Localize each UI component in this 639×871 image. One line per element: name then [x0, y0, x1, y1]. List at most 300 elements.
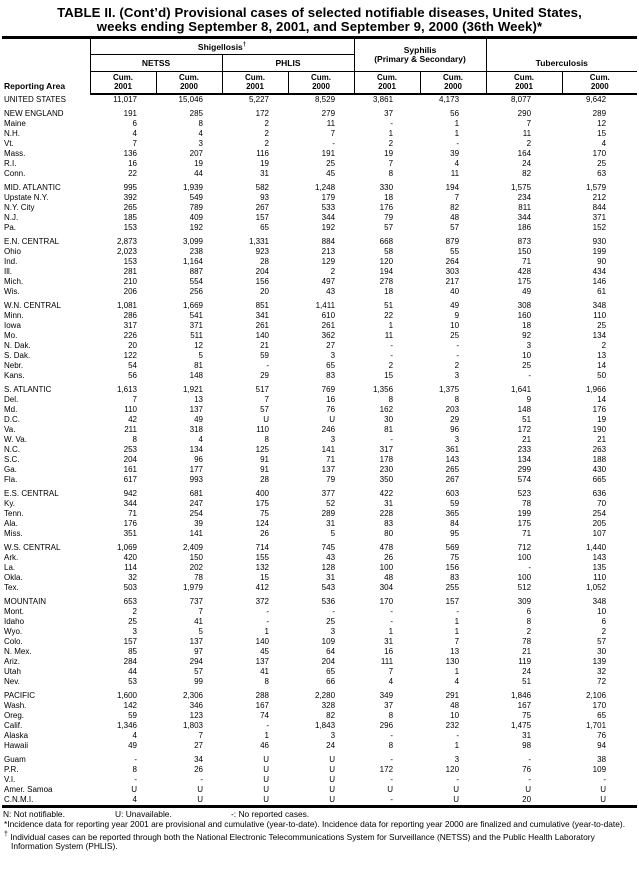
value-cell: 120 [445, 765, 460, 774]
value-cell: 29 [260, 371, 269, 380]
value-cell: 569 [445, 543, 460, 552]
value-cell: 150 [189, 553, 203, 562]
value-cell: 1,411 [315, 301, 336, 310]
cum-label: Cum. [311, 73, 332, 82]
value-cell: U [525, 785, 532, 794]
value-cell: 737 [189, 597, 203, 606]
value-cell: 80 [384, 529, 394, 538]
table-row [2, 213, 637, 223]
value-cell: 132 [255, 563, 269, 572]
value-cell: 161 [123, 465, 137, 474]
value-cell: 65 [326, 667, 336, 676]
value-cell: 16 [384, 647, 394, 656]
table-row [2, 371, 637, 381]
value-cell: 1,248 [315, 183, 336, 192]
value-cell: 309 [517, 597, 532, 606]
value-cell: 194 [379, 267, 394, 276]
value-cell: 517 [255, 385, 269, 394]
value-cell: - [332, 139, 336, 148]
value-cell: 48 [450, 213, 460, 222]
reporting-area-cell: Mass. [4, 149, 26, 158]
value-cell: 290 [517, 109, 532, 118]
value-cell: - [456, 341, 460, 350]
value-cell: 286 [123, 311, 137, 320]
value-cell: 291 [445, 691, 460, 700]
value-cell: 199 [517, 509, 532, 518]
value-cell: 176 [379, 203, 394, 212]
value-cell: U [387, 785, 394, 794]
reporting-area-cell: Ill. [4, 267, 12, 276]
value-cell: 434 [592, 267, 607, 276]
value-cell: 1,579 [586, 183, 607, 192]
value-cell: 5 [330, 529, 336, 538]
value-cell: 96 [450, 425, 460, 434]
value-cell: 110 [256, 425, 269, 434]
value-cell: 653 [123, 597, 137, 606]
value-cell: 45 [260, 647, 269, 656]
value-cell: 78 [522, 637, 532, 646]
value-cell: 371 [592, 213, 607, 222]
reporting-area-cell: S. ATLANTIC [4, 385, 52, 394]
phlis-subheader: PHLIS [222, 55, 354, 72]
value-cell: 923 [255, 247, 269, 256]
table-row [2, 509, 637, 519]
value-cell: 123 [189, 711, 203, 720]
value-cell: 19 [194, 159, 203, 168]
value-cell: 150 [517, 247, 532, 256]
value-cell: 49 [522, 287, 532, 296]
value-cell: 27 [194, 741, 203, 750]
value-cell: 346 [189, 701, 203, 710]
value-cell: 137 [321, 465, 336, 474]
value-cell: 278 [379, 277, 394, 286]
reporting-area-cell: Ala. [4, 519, 18, 528]
legend-unavailable: U: Unavailable. [115, 809, 172, 819]
value-cell: 2 [330, 267, 336, 276]
value-cell: - [390, 755, 394, 764]
value-cell: 574 [517, 475, 532, 484]
value-cell: 71 [326, 455, 336, 464]
value-cell: 20 [260, 287, 269, 296]
value-cell: 16 [128, 159, 137, 168]
value-cell: 1,575 [511, 183, 532, 192]
value-cell: - [332, 607, 336, 616]
value-cell: 172 [379, 765, 394, 774]
table-row [2, 455, 637, 465]
value-cell: 511 [190, 331, 203, 340]
cum-header-2001-col5 [354, 72, 420, 95]
value-cell: 8 [388, 395, 394, 404]
value-cell: 148 [517, 405, 532, 414]
tuberculosis-label: Tuberculosis [535, 58, 588, 68]
value-cell: 8 [526, 617, 532, 626]
reporting-area-cell: Ky. [4, 499, 15, 508]
value-cell: 430 [592, 465, 607, 474]
value-cell: 289 [321, 509, 336, 518]
reporting-area-cell: E.S. CENTRAL [4, 489, 59, 498]
value-cell: 20 [522, 795, 532, 804]
value-cell: 4 [388, 677, 394, 686]
value-cell: 1,375 [439, 385, 460, 394]
value-cell: U [600, 785, 607, 794]
value-cell: 230 [379, 465, 394, 474]
value-cell: 143 [592, 553, 607, 562]
value-cell: 76 [522, 765, 532, 774]
value-cell: 25 [597, 321, 607, 330]
reporting-area-cell: Miss. [4, 529, 23, 538]
value-cell: U [263, 775, 269, 784]
value-cell: 164 [517, 149, 532, 158]
value-cell: 256 [189, 287, 203, 296]
value-cell: 137 [189, 405, 203, 414]
value-cell: 254 [189, 509, 203, 518]
table-row [2, 109, 637, 119]
value-cell: 2 [132, 607, 137, 616]
value-cell: 7 [454, 637, 460, 646]
value-cell: 3 [132, 627, 137, 636]
value-cell: 204 [123, 455, 137, 464]
cum-label: Cum. [514, 73, 535, 82]
cum-header-2001-col1 [90, 72, 156, 95]
value-cell: 1,669 [182, 301, 203, 310]
value-cell: 135 [592, 563, 607, 572]
value-cell: 284 [123, 657, 137, 666]
table-row [2, 94, 637, 105]
value-cell: 66 [326, 677, 336, 686]
value-cell: 234 [517, 193, 532, 202]
value-cell: 204 [255, 267, 269, 276]
reporting-area-cell: MID. ATLANTIC [4, 183, 61, 192]
reporting-area-cell: Utah [4, 667, 21, 676]
reporting-area-cell: V.I. [4, 775, 16, 784]
value-cell: 167 [255, 701, 269, 710]
table-row [2, 607, 637, 617]
value-cell: 58 [384, 247, 394, 256]
value-cell: 21 [522, 435, 532, 444]
value-cell: 57 [194, 667, 203, 676]
value-cell: 162 [379, 405, 394, 414]
value-cell: 1,331 [248, 237, 269, 246]
value-cell: 81 [194, 361, 203, 370]
value-cell: 422 [379, 489, 394, 498]
reporting-area-cell: Tenn. [4, 509, 24, 518]
year-label: 2001 [378, 81, 396, 91]
value-cell: 24 [522, 667, 532, 676]
value-cell: U [600, 795, 607, 804]
reporting-area-cell: Ind. [4, 257, 18, 266]
value-cell: 296 [379, 721, 394, 730]
value-cell: 8 [132, 765, 137, 774]
value-cell: 100 [517, 553, 532, 562]
reporting-area-cell: Vt. [4, 139, 14, 148]
reporting-area-cell: Maine [4, 119, 26, 128]
value-cell: 31 [522, 731, 532, 740]
value-cell: 56 [450, 109, 460, 118]
value-cell: 8 [388, 741, 394, 750]
value-cell: 114 [124, 563, 137, 572]
value-cell: 942 [123, 489, 137, 498]
value-cell: 1 [454, 627, 460, 636]
value-cell: 2,106 [586, 691, 607, 700]
value-cell: 82 [450, 203, 460, 212]
value-cell: 185 [123, 213, 137, 222]
value-cell: U [329, 795, 336, 804]
table-row [2, 765, 637, 775]
value-cell: 28 [260, 475, 269, 484]
table-row [2, 617, 637, 627]
value-cell: 1,846 [511, 691, 532, 700]
value-cell: 96 [194, 455, 203, 464]
value-cell: 554 [189, 277, 203, 286]
value-cell: 29 [450, 415, 460, 424]
table-row [2, 247, 637, 257]
reporting-area-cell: Pa. [4, 223, 17, 232]
value-cell: 51 [522, 415, 532, 424]
value-cell: 186 [517, 223, 532, 232]
value-cell: 83 [326, 371, 336, 380]
value-cell: 265 [123, 203, 137, 212]
value-cell: 11,017 [113, 95, 137, 104]
value-cell: - [528, 775, 532, 784]
value-cell: - [456, 139, 460, 148]
value-cell: 31 [384, 499, 394, 508]
reporting-area-cell: Ariz. [4, 657, 20, 666]
reporting-area-cell: D.C. [4, 415, 20, 424]
table-row [2, 415, 637, 425]
table-row [2, 193, 637, 203]
value-cell: 2 [264, 129, 269, 138]
value-cell: 26 [260, 529, 269, 538]
value-cell: 350 [379, 475, 394, 484]
value-cell: 2,873 [116, 237, 137, 246]
value-cell: 281 [123, 267, 137, 276]
value-cell: 25 [326, 617, 336, 626]
value-cell: 54 [128, 361, 137, 370]
value-cell: 993 [189, 475, 203, 484]
reporting-area-cell: Oreg. [4, 711, 25, 720]
value-cell: 8 [132, 435, 137, 444]
value-cell: 13 [597, 351, 607, 360]
value-cell: 78 [522, 499, 532, 508]
reporting-area-cell: N. Mex. [4, 647, 32, 656]
value-cell: 1,356 [373, 385, 394, 394]
value-cell: 8 [388, 711, 394, 720]
value-cell: 8 [198, 119, 203, 128]
table-row [2, 795, 637, 807]
value-cell: 134 [189, 445, 203, 454]
value-cell: - [134, 775, 137, 784]
value-cell: 172 [255, 109, 269, 118]
value-cell: 348 [592, 301, 607, 310]
value-cell: 192 [189, 223, 203, 232]
reporting-area-cell: Colo. [4, 637, 23, 646]
value-cell: 267 [255, 203, 269, 212]
value-cell: 170 [379, 597, 394, 606]
value-cell: U [329, 775, 336, 784]
value-cell: 39 [194, 519, 203, 528]
value-cell: 887 [189, 267, 203, 276]
value-cell: 636 [592, 489, 607, 498]
value-cell: 3 [198, 139, 203, 148]
value-cell: 61 [597, 287, 607, 296]
table-row [2, 563, 637, 573]
reporting-area-cell: Wis. [4, 287, 20, 296]
value-cell: 288 [255, 691, 269, 700]
value-cell: U [329, 785, 336, 794]
value-cell: 30 [384, 415, 394, 424]
value-cell: 107 [592, 529, 607, 538]
table-row [2, 583, 637, 593]
value-cell: - [528, 755, 532, 764]
value-cell: 120 [379, 257, 394, 266]
value-cell: 9 [454, 311, 460, 320]
value-cell: 140 [255, 331, 269, 340]
value-cell: 170 [592, 149, 607, 158]
value-cell: 137 [189, 637, 203, 646]
cum-header-2001-col7 [486, 72, 562, 95]
value-cell: 179 [321, 193, 336, 202]
value-cell: 8 [388, 169, 394, 178]
year-label: 2001 [515, 81, 533, 91]
value-cell: 109 [321, 637, 336, 646]
value-cell: 665 [592, 475, 607, 484]
value-cell: 139 [592, 657, 607, 666]
value-cell: 523 [517, 489, 532, 498]
table-row [2, 341, 637, 351]
footnote-dagger [3, 830, 637, 852]
value-cell: 4 [132, 731, 137, 740]
value-cell: 19 [384, 149, 394, 158]
reporting-area-cell: Ark. [4, 553, 19, 562]
value-cell: 2 [388, 361, 394, 370]
value-cell: 31 [326, 573, 336, 582]
value-cell: 100 [379, 563, 394, 572]
value-cell: 176 [123, 519, 137, 528]
value-cell: 582 [255, 183, 269, 192]
value-cell: 64 [326, 647, 336, 656]
reporting-area-cell: Idaho [4, 617, 25, 626]
table-row [2, 425, 637, 435]
value-cell: 1,052 [586, 583, 607, 592]
value-cell: 328 [321, 701, 336, 710]
value-cell: 371 [189, 321, 203, 330]
year-label: 2001 [114, 81, 132, 91]
value-cell: 119 [518, 657, 532, 666]
value-cell: 317 [123, 321, 137, 330]
value-cell: 25 [326, 159, 336, 168]
value-cell: 4 [454, 677, 460, 686]
reporting-area-cell: Guam [4, 755, 26, 764]
value-cell: 82 [326, 711, 336, 720]
value-cell: 1 [454, 129, 460, 138]
cum-label: Cum. [245, 73, 265, 82]
value-cell: 32 [597, 667, 607, 676]
value-cell: 31 [384, 637, 394, 646]
value-cell: U [263, 765, 269, 774]
value-cell: U [263, 415, 269, 424]
value-cell: 99 [194, 677, 203, 686]
value-cell: 15 [384, 371, 394, 380]
value-cell: 207 [189, 149, 203, 158]
value-cell: 175 [255, 499, 269, 508]
value-cell: 65 [597, 711, 607, 720]
table-row [2, 543, 637, 553]
value-cell: - [390, 119, 394, 128]
legend-no-reported-cases: -: No reported cases. [231, 809, 310, 819]
value-cell: 12 [194, 341, 203, 350]
value-cell: 1 [454, 741, 460, 750]
table-row [2, 741, 637, 751]
value-cell: 362 [321, 331, 336, 340]
value-cell: 879 [445, 237, 460, 246]
value-cell: U [329, 755, 336, 764]
value-cell: 25 [128, 617, 137, 626]
value-cell: 420 [123, 553, 137, 562]
value-cell: 10 [597, 607, 607, 616]
value-cell: 206 [123, 287, 137, 296]
value-cell: 26 [194, 765, 203, 774]
value-cell: 409 [189, 213, 203, 222]
value-cell: 172 [517, 425, 532, 434]
value-cell: 175 [517, 519, 532, 528]
value-cell: 610 [321, 311, 336, 320]
value-cell: 19 [597, 415, 607, 424]
value-cell: 176 [592, 405, 607, 414]
value-cell: 26 [384, 553, 394, 562]
value-cell: 9 [526, 395, 532, 404]
value-cell: 210 [123, 277, 137, 286]
value-cell: 344 [321, 213, 336, 222]
value-cell: 48 [384, 573, 394, 582]
value-cell: 1,613 [116, 385, 137, 394]
value-cell: 4 [132, 795, 137, 804]
footnote-star: *Incidence data for reporting year 2001 are provisional and cumulative (year-to-date). Incidence data for reporting year 2000 are finalized and cumulative (year-to-date). [4, 818, 626, 829]
value-cell: 6 [132, 119, 137, 128]
value-cell: 1,475 [511, 721, 532, 730]
value-cell: 45 [326, 169, 336, 178]
value-cell: U [263, 785, 269, 794]
value-cell: 1 [388, 627, 394, 636]
value-cell: 7 [198, 731, 203, 740]
value-cell: 428 [517, 267, 532, 276]
value-cell: 3 [526, 341, 532, 350]
value-cell: 84 [450, 519, 460, 528]
value-cell: 59 [260, 351, 269, 360]
value-cell: 24 [522, 159, 532, 168]
table-row [2, 287, 637, 297]
reporting-area-cell: PACIFIC [4, 691, 35, 700]
value-cell: 95 [450, 529, 460, 538]
value-cell: 25 [450, 331, 460, 340]
value-cell: 41 [260, 667, 269, 676]
value-cell: 4 [601, 139, 607, 148]
value-cell: 24 [326, 741, 336, 750]
value-cell: 76 [597, 731, 607, 740]
value-cell: 199 [592, 247, 607, 256]
value-cell: 41 [194, 617, 203, 626]
value-cell: 74 [260, 711, 269, 720]
reporting-area-cell: Fla. [4, 475, 18, 484]
table-row [2, 647, 637, 657]
value-cell: 49 [450, 301, 460, 310]
value-cell: 55 [450, 247, 460, 256]
table-row [2, 775, 637, 785]
value-cell: 153 [123, 257, 137, 266]
table-row [2, 667, 637, 677]
value-cell: 2 [601, 627, 607, 636]
value-cell: 341 [255, 311, 269, 320]
value-cell: 233 [517, 445, 532, 454]
